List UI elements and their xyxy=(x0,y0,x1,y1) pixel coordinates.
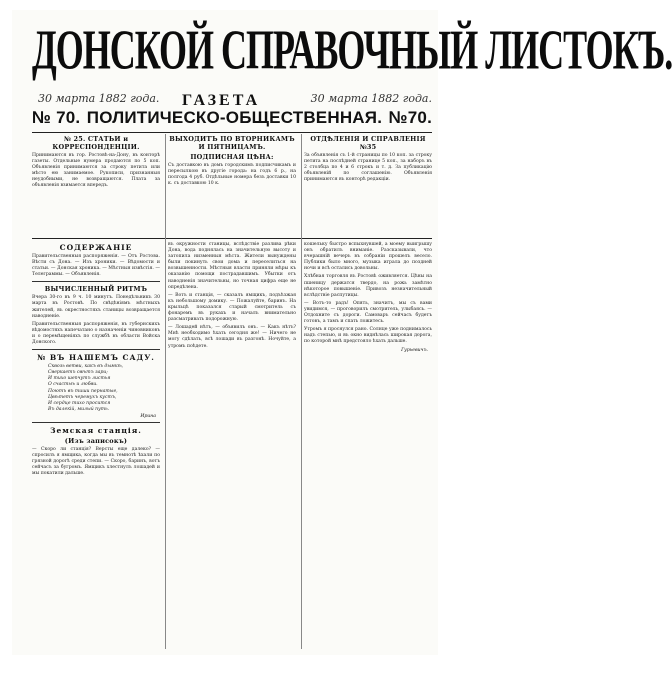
info-text-3: За объявленія съ 1-й страницы по 10 коп. за строку петита на послѣдней странице 5 коп., за наборъ въ 2 столбца по 4 и 6 строкъ и т. д. За публикацію объявленій по соглашенію. Объявленія принимаются въ конторѣ редакціи. xyxy=(304,153,432,183)
col3-text-3: — Вотъ-то радъ! Опять, значитъ, мы съ вами увидимся, — проговорилъ смотритель, улыбаясь. — Отдохните съ дороги. Самоваръ сейчасъ будетъ готовъ, а тамъ и спать ложитесь. xyxy=(304,300,432,325)
col3-text-2: Хлѣбная торговля въ Ростовѣ оживляется. Цѣны на пшеницу держатся твердо, на рожь замѣтно нѣкоторое повышеніе. Привозъ незначительный вслѣдствіе распутицы. xyxy=(304,274,432,298)
contents-head: СОДЕРЖАНІЕ xyxy=(59,243,133,252)
weather-text: Вчера 30-го въ 9 ч. 10 минутъ. Понедѣльникъ 30 марта въ Ростовѣ. По свѣдѣніямъ мѣстныхъ жителей, въ окрестностяхъ станицы возвращается наводненіе. xyxy=(32,295,160,319)
col2-text-2: — Вотъ и станція, — сказалъ ямщикъ, подъѣзжая къ небольшому домику. — Пожалуйте, баринъ. На крыльцѣ показался старый смотритель съ фонаремъ въ рукахъ и началъ внимательно разсматривать подорожную. xyxy=(168,292,296,323)
col3-text-1: кошельку быстро вспыхнувшей, а моему выигрышу онъ обратилъ вниманіе. Разсказывали, что вчерашній вечеръ въ собраніи прошелъ весело. Публики было много, музыка играла до поздней ночи и всѣ остались довольны. xyxy=(304,242,432,272)
col2-text-1: въ окружности станицы, вслѣдствіе разлива рѣки Дона, вода поднялась на значительную высоту и затопила низменныя мѣста. Жители вынуждены были покинуть свои дома и переселиться на возвышенности. Мѣстныя власти приняли мѣры къ оказанію помощи пострадавшимъ. Убытки отъ наводненія значительны, но точная цифра еще не опредѣлена. xyxy=(168,242,296,290)
date-left: 30 марта 1882 года. xyxy=(38,92,160,105)
issue-number-left: № 70. xyxy=(32,108,81,127)
info-head-3: ОТДѢЛЕНІЯ И СПРАВЛЕНІЯ №35 xyxy=(310,135,426,151)
issue-number-right: №70. xyxy=(388,108,432,127)
info-head-2: ВЫХОДИТЪ ПО ВТОРНИКАМЪ И ПЯТНИЦАМЪ. xyxy=(169,135,295,151)
divider xyxy=(32,349,160,350)
info-text-2: Съ доставкою въ домъ городскимъ подписчикамъ и пересылкою въ другіе города: на годъ 6 р., на полгода 4 руб. Отдѣльные номера безъ доставки 10 к. съ доставкою 10 к. xyxy=(168,163,296,187)
story-head: Земская станція. xyxy=(50,425,142,435)
date-right: 30 марта 1882 года. xyxy=(310,92,432,105)
poem-signature: Ирина xyxy=(140,413,156,419)
body-col-2 xyxy=(168,242,296,479)
col2-text-3: — Лошадей нѣтъ, — объявилъ онъ. — Какъ нѣтъ? Мнѣ необходимо ѣхать сегодня же! — Ничего не могу сдѣлать, всѣ лошади въ разгонѣ. Ночуйте, а утромъ поѣдете. xyxy=(168,325,296,349)
story-subhead: (Изъ записокъ) xyxy=(64,436,128,445)
body-col-3 xyxy=(304,242,432,479)
info-text-1: Принимаются въ гор. Ростовѣ-на-Дону, въ конторѣ газеты. Отдельные нумера продаются по 5 коп. Объявленія принимаются за строку петита или мѣсто ею занимаемое. Рукописи, признанныя неудобными, не возвращаются. Плата за объявленія взимается впередъ. xyxy=(32,153,160,189)
info-head-1: № 25. СТАТЬИ и КОРРЕСПОНДЕНЦІИ. xyxy=(52,135,140,151)
subscription-head: ПОДПИСНАЯ ЦѢНА: xyxy=(190,153,274,161)
section-rule xyxy=(32,238,432,239)
col3-text-4: Утромъ я проснулся рано. Солнце уже поднималось надъ степью, и въ окно виднѣлась широкая дорога, по которой мнѣ предстояло ѣхать дальше. xyxy=(304,327,432,345)
header-info-row xyxy=(32,134,432,192)
col3-signature: Гурьевичъ. xyxy=(401,347,428,353)
info-col-1 xyxy=(32,134,160,192)
body-columns xyxy=(32,242,432,479)
gazeta-label: ГАЗЕТА xyxy=(182,92,261,109)
column-rule-2 xyxy=(301,134,302,649)
divider xyxy=(32,422,160,423)
info-col-2 xyxy=(168,134,296,192)
story-text: — Скоро ли станція? Версты еще далеко? — спросилъ я ямщика, когда мы въ темнотѣ ѣхали по грязной дорогѣ среди степи. — Скоро, баринъ, вотъ сейчасъ за бугромъ. Ямщикъ хлестнулъ лошадей и мы покатили дальше. xyxy=(32,446,160,477)
subtitle-line xyxy=(32,108,432,128)
poem-head: № ВЪ НАШЕМЪ САДУ. xyxy=(37,353,155,363)
info-col-3 xyxy=(304,134,432,192)
masthead-rule xyxy=(32,132,432,133)
poem-text: Сквозь ветви, какъ въ дымкѣ, Сверкаетъ свѣтъ зари; И тихо шепчутъ листья О счастьѣ и любви. Поютъ въ тиши пернатые, Цвѣтетъ черемухъ кустъ, И сердце тихо просится Въ далекій, милый путь. xyxy=(48,364,124,412)
masthead xyxy=(32,18,672,130)
contents-text: Правительственныя распоряженія. — Отъ Ростова. Вѣсти съ Дона. — Изъ хроники. — Вѣдомости и статьи. — Донская хроника. — Мѣстныя извѣстія. — Телеграммы. — Объявленія. xyxy=(32,254,160,278)
divider xyxy=(32,281,160,282)
body-col-1 xyxy=(32,242,160,479)
column-rule-1 xyxy=(165,134,166,649)
weather-head: ВЫЧИСЛЕННЫЙ РИТМЪ xyxy=(44,285,148,294)
newspaper-title: ДОНСКОЙ СПРАВОЧНЫЙ ЛИСТОКЪ. xyxy=(32,18,672,81)
newspaper-page xyxy=(12,10,672,655)
subtitle: ПОЛИТИЧЕСКО-ОБЩЕСТВЕННАЯ. xyxy=(86,108,383,127)
notice-text: Правительственныя распоряженія, въ губернскихъ вѣдомостяхъ напечатано о назначеніи чиновниковъ и о перемѣщеніяхъ по службѣ въ области Войска Донского. xyxy=(32,321,160,346)
